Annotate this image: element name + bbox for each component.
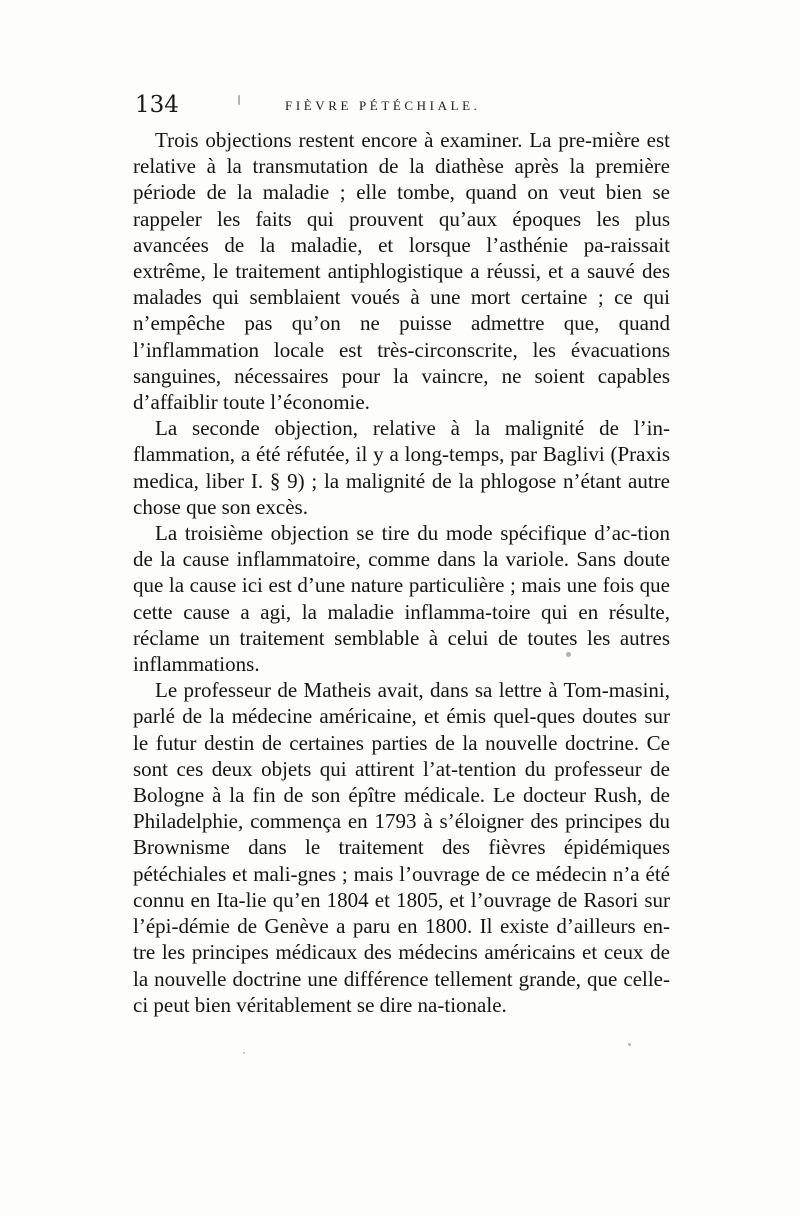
paragraph-objections: Trois objections restent encore à examiner. La pre-mière est relative à la transmutation de la diathèse après la première période de la maladie ; elle tombe, quand on veut bien se rappeler les faits qui prouvent qu’aux époques les plus avancées de la maladie, et lorsque l’asthénie pa-raissait extrême, le traitement antiphlogistique a réussi, et a sauvé des malades qui semblaient voués à une mort certaine ; ce qui n’empêche pas qu’on ne puisse admettre que, quand l’inflammation locale est très-circonscrite, les évacuations sanguines, nécessaires pour la vaincre, ne soient capables d’affaiblir toute l’économie.: [133, 128, 670, 415]
ink-speck: [243, 1052, 245, 1054]
ink-speck: [238, 95, 240, 105]
paragraph-matheis: Le professeur de Matheis avait, dans sa lettre à Tom-masini, parlé de la médecine américaine, et émis quel-ques doutes sur le futur destin de certaines parties de la nouvelle doctrine. Ce sont ces deux objets qui attirent l’at-tention du professeur de Bologne à la fin de son épître médicale. Le docteur Rush, de Philadelphie, commença en 1793 à s’éloigner des principes du Brownisme dans le traitement des fièvres épidémiques pétéchiales et mali-gnes ; mais l’ouvrage de ce médecin n’a été connu en Ita-lie qu’en 1804 et 1805, et l’ouvrage de Rasori sur l’épi-démie de Genève a paru en 1800. Il existe d’ailleurs en-tre les principes médicaux des médecins américains et ceux de la nouvelle doctrine une différence tellement grande, que celle-ci peut bien véritablement se dire na-tionale.: [133, 678, 670, 1017]
paragraph-third-objection: La troisième objection se tire du mode spécifique d’ac-tion de la cause inflammatoire, comme dans la variole. Sans doute que la cause ici est d’une nature particulière ; mais une fois que cette cause a agi, la maladie inflamma-toire qui en résulte, réclame un traitement semblable à celui de toutes les autres inflammations.: [133, 521, 670, 677]
ink-speck: [628, 1043, 631, 1046]
paragraph-second-objection: La seconde objection, relative à la malignité de l’in-flammation, a été réfutée, il y a long-temps, par Baglivi (Praxis medica, liber I. § 9) ; la malignité de la phlogose n’étant autre chose que son excès.: [133, 416, 670, 519]
ink-speck: [566, 652, 571, 657]
page-header: [135, 92, 675, 126]
body-text: [133, 127, 670, 1018]
page-number: 134: [135, 92, 179, 118]
running-head: FIÈVRE PÉTÉCHIALE.: [285, 98, 481, 113]
